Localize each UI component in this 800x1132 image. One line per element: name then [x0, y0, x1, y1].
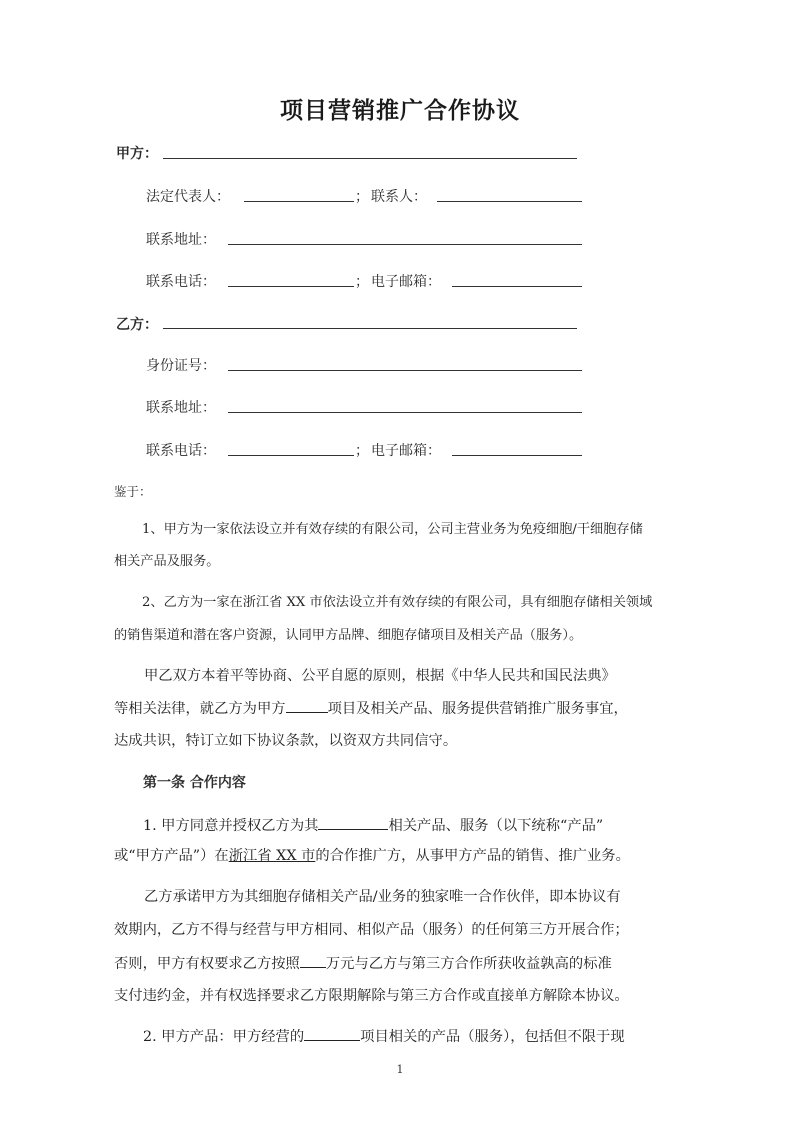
- party-a-address-label: 联系地址：: [146, 232, 216, 248]
- legal-rep-label: 法定代表人：: [146, 189, 230, 205]
- article-1-p1-l2-start: 或“甲方产品”）在: [114, 848, 229, 864]
- preamble-line-2-end: 项目及相关产品、服务提供营销推广服务事宜，: [327, 701, 628, 717]
- preamble-line-3: 达成共识，特订立如下协议条款，以资双方共同信守。: [114, 733, 458, 749]
- article-1-p1-line-1: [143, 815, 603, 836]
- whereas-label: 鉴于：: [114, 484, 152, 499]
- party-a-email-label: 电子邮箱：: [371, 274, 441, 290]
- whereas-item-1-line-2: 相关产品及服务。: [114, 554, 220, 569]
- party-a-address-blank[interactable]: [228, 244, 582, 245]
- party-b-phone-blank[interactable]: [228, 455, 354, 456]
- party-b-address-label: 联系地址：: [146, 400, 216, 416]
- article-1-p2-l3-end: 万元与乙方与第三方合作所获收益孰高的标准: [325, 956, 612, 972]
- party-a-phone-label: 联系电话：: [146, 274, 216, 290]
- article-1-p1-l2-end: 的合作推广方，从事甲方产品的销售、推广业务。: [315, 848, 630, 864]
- article-1-heading: 第一条 合作内容: [143, 775, 246, 791]
- whereas-item-1-line-1: 1、甲方为一家依法设立并有效存续的有限公司，公司主营业务为免疫细胞/干细胞存储: [142, 522, 643, 537]
- party-a-label: 甲方：: [116, 146, 158, 162]
- party-b-address-blank[interactable]: [228, 412, 582, 413]
- article-1-p1-line-2: [114, 846, 630, 866]
- article-1-p2-line-3: [114, 953, 612, 974]
- id-number-blank[interactable]: [228, 370, 582, 371]
- separator: ；: [355, 443, 369, 459]
- page-title: 项目营销推广合作协议: [280, 98, 520, 124]
- party-b-name-blank[interactable]: [163, 328, 577, 329]
- separator: ；: [355, 274, 369, 290]
- preamble-line-1: 甲乙双方本着平等协商、公平自愿的原则，根据《中华人民共和国民法典》: [144, 668, 616, 684]
- contact-person-label: 联系人：: [371, 189, 427, 205]
- party-b-email-label: 电子邮箱：: [371, 443, 441, 459]
- whereas-item-2-line-2: 的销售渠道和潜在客户资源，认同甲方品牌、细胞存储项目及相关产品（服务）。: [114, 628, 583, 643]
- legal-rep-blank[interactable]: [244, 201, 354, 202]
- whereas-item-2-line-1: 2、乙方为一家在浙江省 XX 市依法设立并有效存续的有限公司，具有细胞存储相关领域: [142, 595, 653, 610]
- article-1-p3-line-1: [143, 1026, 625, 1047]
- contact-person-blank[interactable]: [437, 201, 582, 202]
- product-blank[interactable]: [318, 815, 388, 830]
- preamble-line-2-start: 等相关法律，就乙方为甲方: [114, 701, 286, 717]
- article-1-p1-end: 相关产品、服务（以下统称“产品”: [388, 818, 604, 834]
- penalty-amount-blank[interactable]: [300, 953, 326, 968]
- article-1-p1-start: 1. 甲方同意并授权乙方为其: [143, 818, 319, 834]
- party-b-email-blank[interactable]: [452, 455, 582, 456]
- region-underlined: 浙江省 XX 市: [228, 848, 316, 864]
- article-1-p2-l3-start: 否则，甲方有权要求乙方按照: [114, 956, 300, 972]
- page-number: 1: [396, 1063, 404, 1076]
- preamble-line-2: [114, 698, 628, 719]
- party-b-label: 乙方：: [116, 317, 158, 333]
- article-1-p3-start: 2. 甲方产品：甲方经营的: [143, 1029, 305, 1045]
- project-blank[interactable]: [304, 1026, 360, 1041]
- article-1-p3-end: 项目相关的产品（服务），包括但不限于现: [360, 1029, 625, 1045]
- article-1-p2-line-1: 乙方承诺甲方为其细胞存储相关产品/业务的独家唯一合作伙伴，即本协议有: [144, 889, 621, 905]
- article-1-p2-line-2: 效期内，乙方不得与经营与甲方相同、相似产品（服务）的任何第三方开展合作；: [114, 922, 629, 938]
- article-1-p2-line-4: 支付违约金，并有权选择要求乙方限期解除与第三方合作或直接单方解除本协议。: [114, 988, 629, 1004]
- project-name-blank[interactable]: [286, 698, 328, 713]
- party-b-phone-label: 联系电话：: [146, 443, 216, 459]
- party-a-phone-blank[interactable]: [228, 286, 354, 287]
- party-a-email-blank[interactable]: [452, 286, 582, 287]
- separator: ；: [355, 189, 369, 205]
- party-a-name-blank[interactable]: [163, 158, 577, 159]
- id-number-label: 身份证号：: [146, 358, 216, 374]
